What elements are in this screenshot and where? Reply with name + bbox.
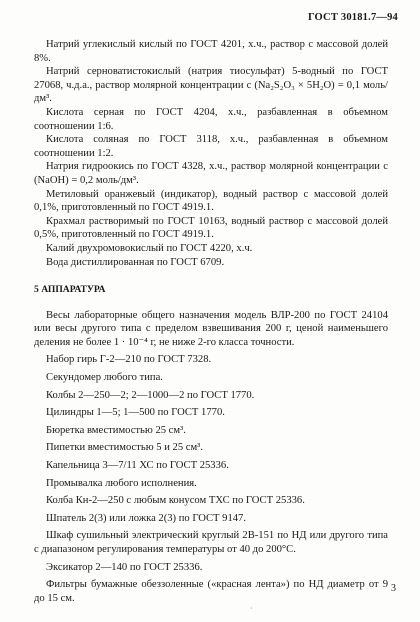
apparatus-item: Эксикатор 2—140 по ГОСТ 25336. — [46, 561, 203, 573]
apparatus-list — [34, 309, 388, 606]
apparatus-item: Бюретка вместимостью 25 см³. — [46, 424, 186, 436]
reagent-item: Крахмал растворимый по ГОСТ 10163, водный раствор с массовой долей 0,5%, приготовленный по ГОСТ 4919.1. — [34, 215, 388, 241]
reagent-item: Натрий углекислый кислый по ГОСТ 4201, х.ч., раствор с массовой долей 8%. — [34, 39, 388, 64]
apparatus-item: Цилиндры 1—5; 1—500 по ГОСТ 1770. — [46, 407, 225, 419]
apparatus-item: Весы лабораторные общего назначения модель ВЛР-200 по ГОСТ 24104 или весы другого типа с пределом взвешивания 200 г, ценой наименьшего деления не более 1 · 10⁻⁴ г, не ниже 2-го класса точности. — [34, 309, 388, 348]
reagent-item: Натрий серноватистокислый (натрия тиосульфат) 5-водный по ГОСТ 27068, ч.д.а., раствор молярной концентрации c (Na₂S₂O₃ × 5H₂O) = 0,1 моль/дм³. — [34, 66, 388, 105]
apparatus-item: Фильтры бумажные обеззоленные («красная лента») по НД диаметр от 9 до 15 см. — [34, 579, 388, 604]
reagent-item: Калий двухромовокислый по ГОСТ 4220, х.ч. — [46, 242, 253, 254]
apparatus-item: Секундомер любого типа. — [46, 372, 163, 384]
apparatus-item: Шкаф сушильный электрический круглый 2В-151 по НД или другого типа с диапазоном регулирования температуры от 40 до 200°С. — [34, 530, 388, 555]
apparatus-item: Набор гирь Г-2—210 по ГОСТ 7328. — [46, 354, 212, 366]
apparatus-item: Шпатель 2(3) или ложка 2(3) по ГОСТ 9147. — [46, 512, 247, 524]
reagent-item: Кислота серная по ГОСТ 4204, х.ч., разбавленная в объемном соотношении 1:6. — [34, 106, 388, 132]
reagent-item: Метиловый оранжевый (индикатор), водный раствор с массовой долей 0,1%, приготовленный по ГОСТ 4919.1. — [34, 188, 388, 214]
apparatus-item: Колба Кн-2—250 с любым конусом ТХС по ГОСТ 25336. — [46, 495, 305, 507]
apparatus-item: Промывалка любого исполнения. — [46, 477, 197, 489]
document-body — [34, 38, 388, 605]
document-standard-code: ГОСТ 30181.7—94 — [307, 12, 398, 23]
reagent-item: Кислота соляная по ГОСТ 3118, х.ч., разбавленная в объемном соотношении 1:2. — [34, 134, 388, 159]
apparatus-item: Пипетки вместимостью 5 и 25 см³. — [46, 442, 204, 454]
scan-mark: · — [250, 604, 253, 613]
section-heading-apparatus: 5 АППАРАТУРА — [34, 284, 106, 296]
page-number: 3 — [391, 583, 396, 594]
apparatus-item: Капельница 3—7/11 ХС по ГОСТ 25336. — [46, 460, 229, 472]
apparatus-item: Колбы 2—250—2; 2—1000—2 по ГОСТ 1770. — [46, 389, 255, 401]
reagent-item: Натрия гидроокись по ГОСТ 4328, х.ч., раствор молярной концентрации c (NaOH) = 0,2 моль/дм³. — [34, 161, 388, 186]
reagents-list — [34, 38, 388, 269]
reagent-item: Вода дистиллированная по ГОСТ 6709. — [46, 256, 225, 268]
